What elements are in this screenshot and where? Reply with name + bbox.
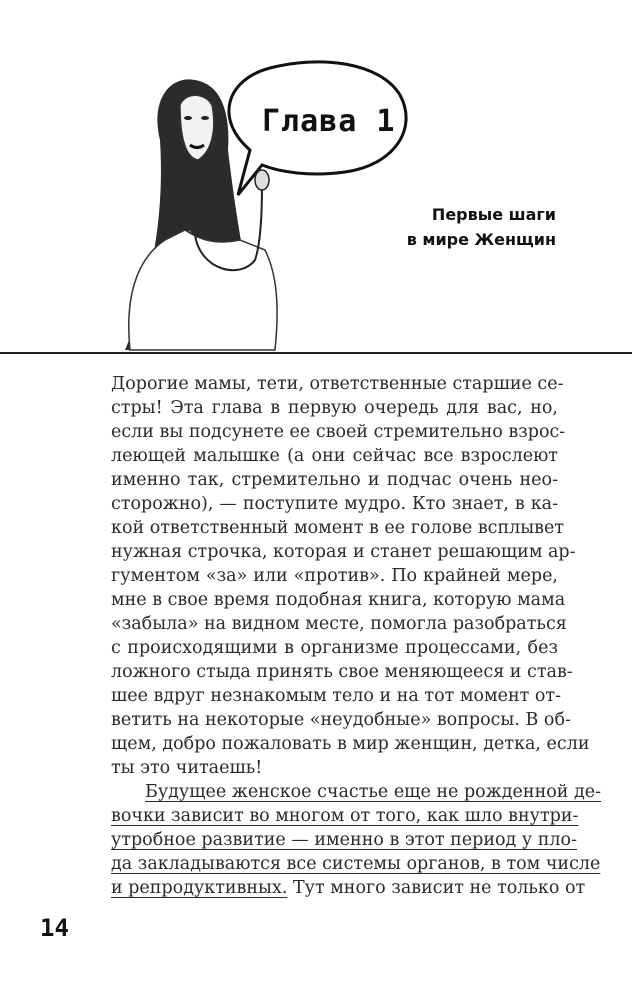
text-line: именно так, стремительно и подчас очень нео- [111,470,558,490]
text-fragment: Тут много зависит не только от [287,878,586,898]
text-line: ты это читаешь! [111,758,263,778]
chapter-subtitle [407,202,556,252]
text-line [111,876,586,900]
underlined-phrase: и репродуктивных. [111,878,288,898]
text-line: ветить на некоторые «неудобные» вопросы. В об- [111,710,571,730]
text-line-underlined: вочки зависит во многом от того, как шло внутри- [111,806,579,826]
text-line: с происходящими в организме процессами, без [111,638,558,658]
page-number: 14 [40,914,69,942]
text-line: стры! Эта глава в первую очередь для вас, но, [111,398,558,418]
text-line: кой ответственный момент в ее голове всплывет [111,518,565,538]
text-line: если вы подсунете ее своей стремительно взрос- [111,422,566,442]
text-line-underlined: да закладываются все системы органов, в том числе [111,854,601,874]
chapter-title: Глава 1 [262,104,396,139]
text-line: нужная строчка, которая и станет решающим ар- [111,542,576,562]
chapter-illustration [0,0,632,360]
body-text [111,372,602,900]
text-line: «забыла» на видном месте, помогла разобраться [111,614,567,634]
woman-coat [129,230,277,350]
text-line-underlined: Будущее женское счастье еще не рожденной де- [145,782,602,802]
text-line: щем, добро пожаловать в мир женщин, детка, если [111,734,590,754]
text-line: ложного стыда принять свое меняющееся и став- [111,662,573,682]
header-divider [0,352,632,354]
subtitle-line: в мире Женщин [406,230,556,249]
text-line: сторожно), — поступите мудро. Кто знает, в ка- [111,494,558,514]
text-line: Дорогие мамы, тети, ответственные старшие се- [111,374,564,394]
subtitle-line: Первые шаги [431,205,556,224]
text-line: леющей малышке (а они сейчас все взрослеют [111,446,558,466]
text-line: мне в свое время подобная книга, которую мама [111,590,566,610]
text-line: шее вдруг незнакомым тело и на тот момент от- [111,686,562,706]
text-line: гументом «за» или «против». По крайней мере, [111,566,558,586]
text-line-underlined: утробное развитие — именно в этот период у пло- [111,830,577,850]
